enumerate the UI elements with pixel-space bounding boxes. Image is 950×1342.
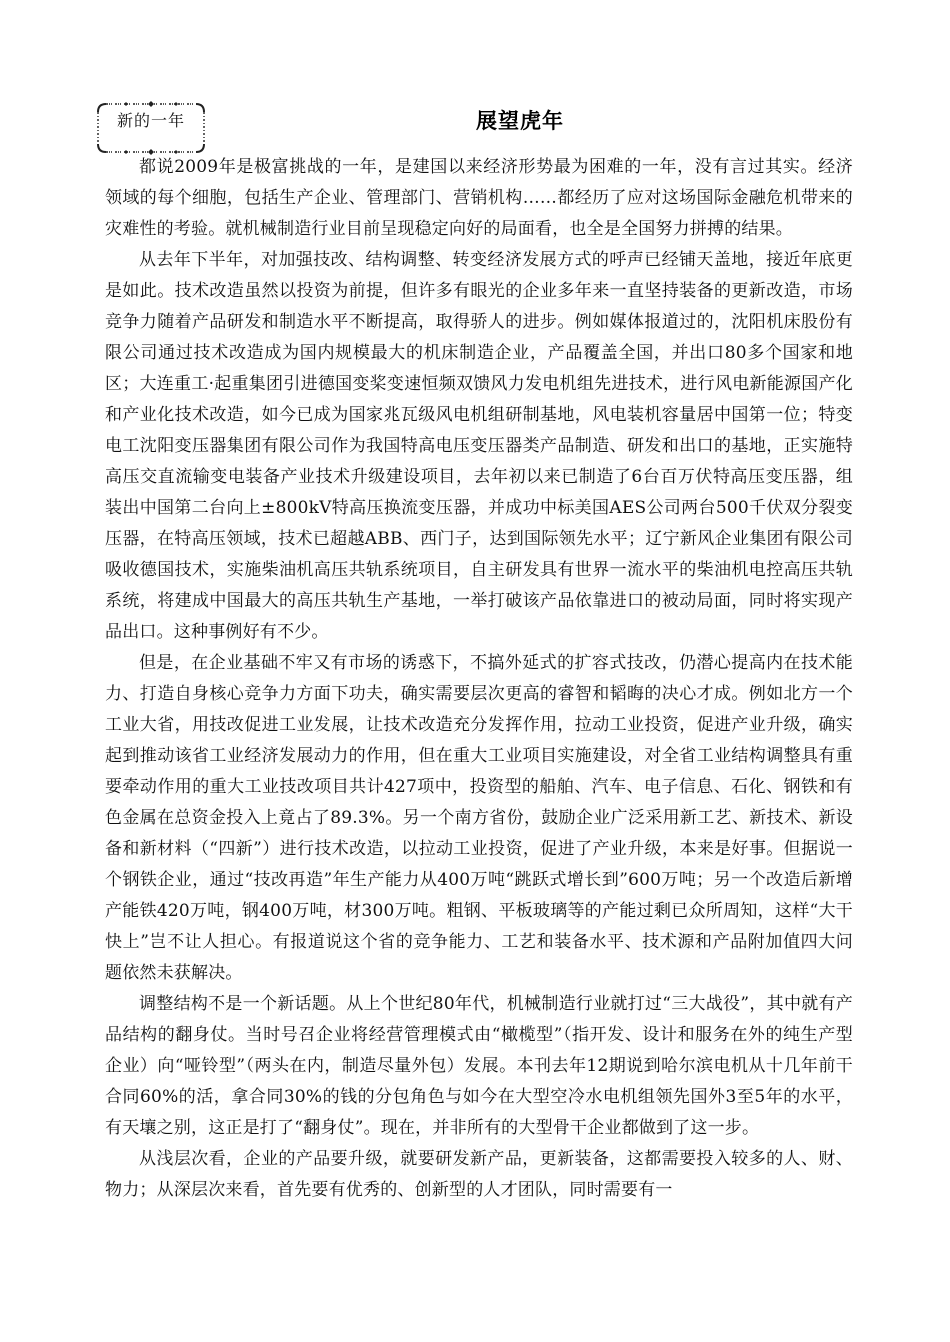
paragraph: 但是，在企业基础不牢又有市场的诱惑下，不搞外延式的扩容式技改，仍潜心提高内在技术能力、打造自身核心竞争力方面下功夫，确实需要层次更高的睿智和韬晦的决心才成。例如北方一个工业大省，用技改促进工业发展，让技术改造充分发挥作用，拉动工业投资，促进产业升级，确实起到推动该省工业经济发展动力的作用，但在重大工业项目实施建设，对全省工业结构调整具有重要牵动作用的重大工业技改项目共计427项中，投资型的船舶、汽车、电子信息、石化、钢铁和有色金属在总资金投入上竟占了89.3%。另一个南方省份，鼓励企业广泛采用新工艺、新技术、新设备和新材料（“四新”）进行技术改造，以拉动工业投资，促进了产业升级，本来是好事。但据说一个钢铁企业，通过“技改再造”年生产能力从400万吨“跳跃式增长到”600万吨；另一个改造后新增产能铁420万吨，钢400万吨，材300万吨。粗钢、平板玻璃等的产能过剩已众所周知，这样“大干快上”岂不让人担心。有报道说这个省的竞争能力、工艺和装备水平、技术源和产品附加值四大问题依然未获解决。 — [105, 653, 853, 983]
article-body — [105, 152, 853, 1206]
paragraph: 从去年下半年，对加强技改、结构调整、转变经济发展方式的呼声已经铺天盖地，接近年底更是如此。技术改造虽然以投资为前提，但许多有眼光的企业多年来一直坚持装备的更新改造，市场竞争力随着产品研发和制造水平不断提高，取得骄人的进步。例如媒体报道过的，沈阳机床股份有限公司通过技术改造成为国内规模最大的机床制造企业，产品覆盖全国，并出口80多个国家和地区；大连重工·起重集团引进德国变桨变速恒频双馈风力发电机组先进技术，进行风电新能源国产化和产业化技术改造，如今已成为国家兆瓦级风电机组研制基地，风电装机容量居中国第一位；特变电工沈阳变压器集团有限公司作为我国特高电压变压器类产品制造、研发和出口的基地，正实施特高压交直流输变电装备产业技术升级建设项目，去年初以来已制造了6台百万伏特高压变压器，组装出中国第二台向上±800kV特高压换流变压器，并成功中标美国AES公司两台500千伏双分裂变压器，在特高压领域，技术已超越ABB、西门子，达到国际领先水平；辽宁新风企业集团有限公司吸收德国技术，实施柴油机高压共轨系统项目，自主研发具有世界一流水平的柴油机电控高压共轨系统，将建成中国最大的高压共轨生产基地，一举打破该产品依靠进口的被动局面，同时将实现产品出口。这种事例好有不少。 — [105, 250, 853, 642]
paragraph: 调整结构不是一个新话题。从上个世纪80年代，机械制造行业就打过“三大战役”，其中就有产品结构的翻身仗。当时号召企业将经营管理模式由“橄榄型”（指开发、设计和服务在外的纯生产型企业）向“哑铃型”（两头在内，制造尽量外包）发展。本刊去年12期说到哈尔滨电机从十几年前干合同60%的活，拿合同30%的钱的分包角色与如今在大型空冷水电机组领先国外3至5年的水平，有天壤之别，这正是打了“翻身仗”。现在，并非所有的大型骨干企业都做到了这一步。 — [105, 994, 853, 1138]
section-badge-label: 新的一年 — [116, 111, 185, 130]
paragraph: 都说2009年是极富挑战的一年，是建国以来经济形势最为困难的一年，没有言过其实。经济领域的每个细胞，包括生产企业、管理部门、营销机构……都经历了应对这场国际金融危机带来的灾难性的考验。就机械制造行业目前呈现稳定向好的局面看，也全是全国努力拼搏的结果。 — [105, 157, 853, 239]
page-title: 展望虎年 — [476, 109, 564, 133]
section-badge — [92, 98, 210, 158]
paragraph: 从浅层次看，企业的产品要升级，就要研发新产品，更新装备，这都需要投入较多的人、财、物力；从深层次来看，首先要有优秀的、创新型的人才团队，同时需要有一 — [105, 1149, 853, 1200]
article-header — [92, 98, 852, 158]
